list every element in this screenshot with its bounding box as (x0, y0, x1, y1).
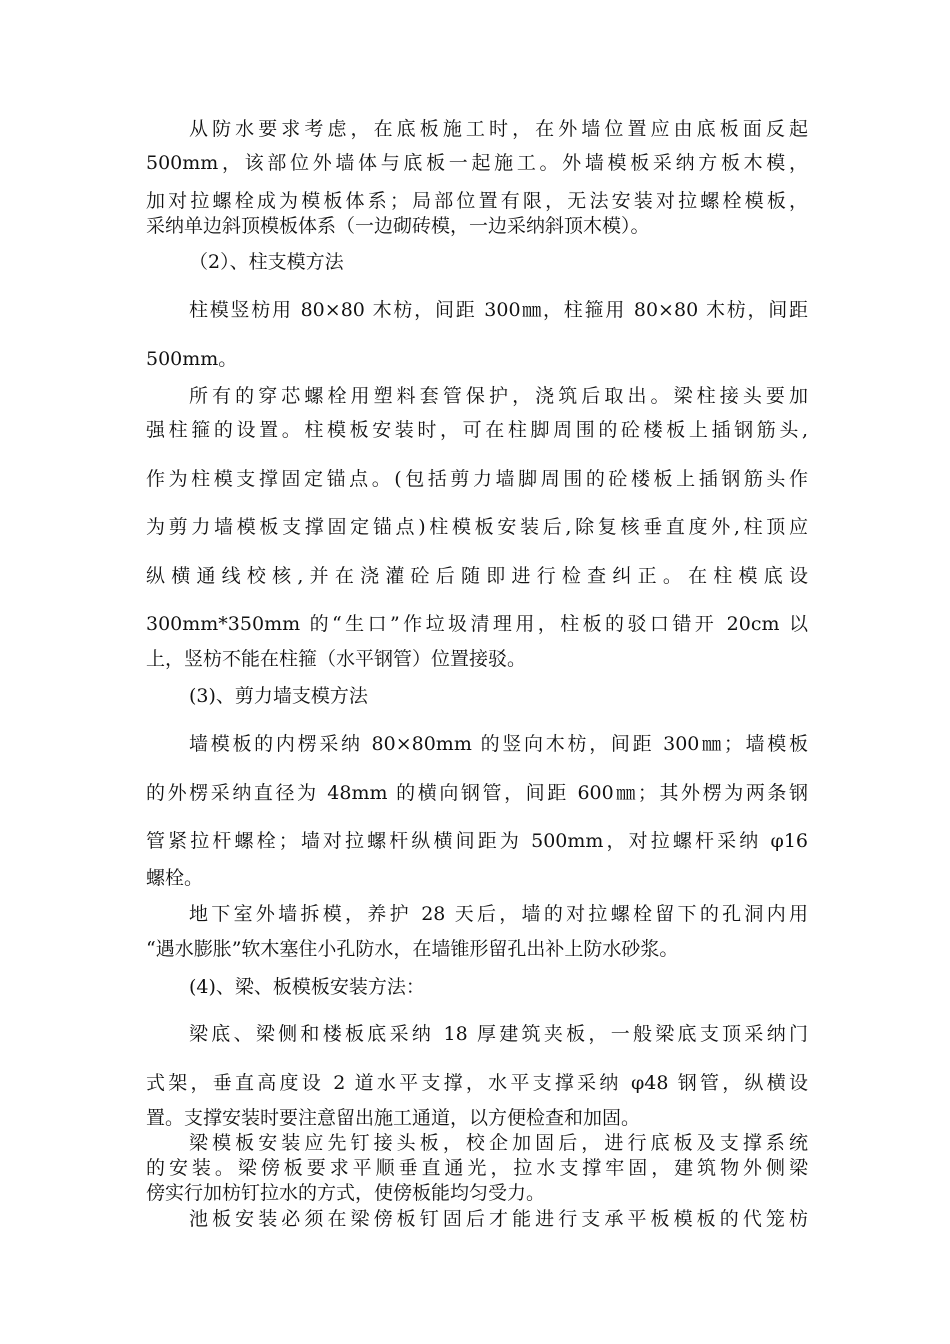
paragraph-line: 所有的穿芯螺栓用塑料套管保护，浇筑后取出。梁柱接头要加 (189, 385, 808, 407)
paragraph-line: 梁模板安装应先钉接头板，校企加固后，进行底板及支撑系统 (189, 1132, 808, 1154)
paragraph-line: 池板安装必须在梁傍板钉固后才能进行支承平板模板的代笼枋 (189, 1208, 808, 1230)
section-heading: (3)、剪力墙支模方法 (189, 685, 368, 707)
paragraph-line: 从防水要求考虑，在底板施工时，在外墙位置应由底板面反起 (189, 118, 808, 140)
paragraph-line: 加对拉螺栓成为模板体系；局部位置有限，无法安装对拉螺栓模板， (146, 190, 808, 212)
paragraph-line: 墙模板的内楞采纳 80×80mm 的竖向木枋，间距 300㎜；墙模板 (189, 733, 808, 755)
paragraph-line: 置。支撑安装时要注意留出施工通道，以方便检查和加固。 (146, 1107, 641, 1129)
paragraph-line: 为剪力墙模板支撑固定锚点)柱模板安装后,除复核垂直度外,柱顶应 (146, 516, 808, 538)
paragraph-line: 500mm。 (146, 348, 238, 370)
section-heading: （2）、柱支模方法 (189, 251, 344, 273)
paragraph-line: 强柱箍的设置。柱模板安装时，可在柱脚周围的砼楼板上插钢筋头, (146, 419, 808, 441)
paragraph-line: 500mm，该部位外墙体与底板一起施工。外墙模板采纳方板木模， (146, 152, 808, 174)
paragraph-line: 式架，垂直高度设 2 道水平支撑，水平支撑采纳 φ48 钢管，纵横设 (146, 1072, 808, 1094)
paragraph-line: 的安装。梁傍板要求平顺垂直通光，拉水支撑牢固，建筑物外侧梁 (146, 1157, 808, 1179)
paragraph-line: 采纳单边斜顶模板体系（一边砌砖模，一边采纳斜顶木模）。 (146, 215, 650, 237)
paragraph-line: 的外楞采纳直径为 48mm 的横向钢管，间距 600㎜；其外楞为两条钢 (146, 782, 808, 804)
paragraph-line: 上，竖枋不能在柱箍（水平钢管）位置接驳。 (146, 648, 527, 670)
paragraph-line: 傍实行加枋钉拉水的方式，使傍板能均匀受力。 (146, 1182, 546, 1204)
paragraph-line: 螺栓。 (146, 867, 204, 889)
paragraph-line: 地下室外墙拆模，养护 28 天后，墙的对拉螺栓留下的孔洞内用 (189, 903, 808, 925)
section-heading: (4)、梁、板模板安装方法： (189, 976, 425, 998)
paragraph-line: 柱模竖枋用 80×80 木枋，间距 300㎜，柱箍用 80×80 木枋，间距 (189, 299, 808, 321)
paragraph-line: 纵横通线校核,并在浇灌砼后随即进行检查纠正。在柱模底设 (146, 565, 808, 587)
paragraph-line: “遇水膨胀”软木塞住小孔防水，在墙锥形留孔出补上防水砂浆。 (146, 938, 679, 960)
paragraph-line: 管紧拉杆螺栓；墙对拉螺杆纵横间距为 500mm，对拉螺杆采纳 φ16 (146, 830, 808, 852)
paragraph-line: 300mm*350mm 的“生口”作垃圾清理用，柱板的驳口错开 20cm 以 (146, 613, 808, 635)
paragraph-line: 作为柱模支撑固定锚点。(包括剪力墙脚周围的砼楼板上插钢筋头作 (146, 468, 808, 490)
paragraph-line: 梁底、梁侧和楼板底采纳 18 厚建筑夹板，一般梁底支顶采纳门 (189, 1023, 808, 1045)
